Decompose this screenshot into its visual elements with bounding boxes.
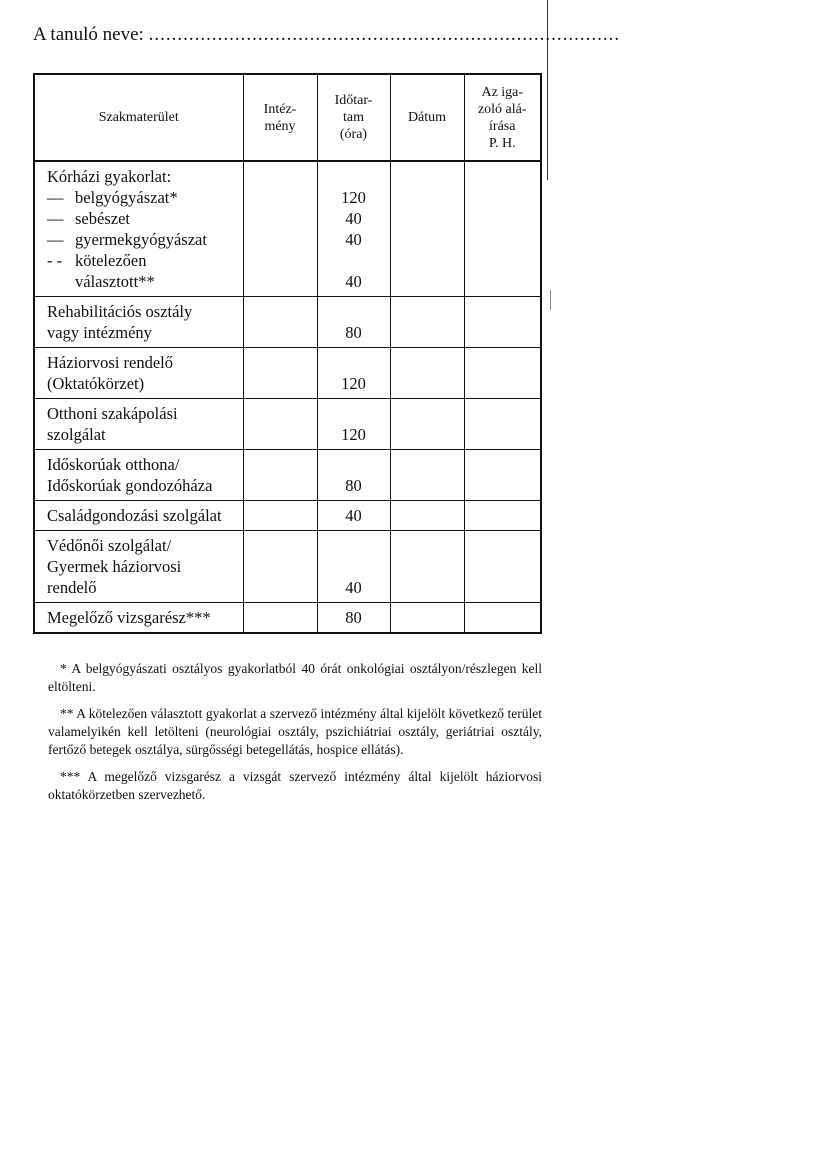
header-area: Szakmaterület: [34, 74, 243, 161]
row-prevention-hours: 80: [317, 603, 390, 634]
header-duration: Időtar- tam (óra): [317, 74, 390, 161]
row-gp-hours: 120: [317, 348, 390, 399]
cell-date[interactable]: [390, 399, 464, 450]
cell-date[interactable]: [390, 161, 464, 297]
row-home-care-hours: 120: [317, 399, 390, 450]
row-gp-area: Háziorvosi rendelő (Oktatókörzet): [34, 348, 243, 399]
footnotes: [48, 660, 542, 813]
row-family-hours: 40: [317, 501, 390, 531]
table-header-row: [34, 74, 541, 161]
cell-institution[interactable]: [243, 161, 317, 297]
header-date: Dátum: [390, 74, 464, 161]
cell-date[interactable]: [390, 501, 464, 531]
row-prevention-area: Megelőző vizsgarész***: [34, 603, 243, 634]
cell-institution[interactable]: [243, 450, 317, 501]
cell-institution[interactable]: [243, 531, 317, 603]
table-row: [34, 603, 541, 634]
row-elderly-hours: 80: [317, 450, 390, 501]
row-elderly-area: Időskorúak otthona/ Időskorúak gondozóháza: [34, 450, 243, 501]
cell-institution[interactable]: [243, 399, 317, 450]
cell-date[interactable]: [390, 297, 464, 348]
table-row: [34, 348, 541, 399]
cell-signature[interactable]: [464, 348, 541, 399]
student-name-label: A tanuló neve:: [33, 24, 144, 45]
row-hospital-hours: 120 40 40 40: [317, 161, 390, 297]
row-rehab-area: Rehabilitációs osztály vagy intézmény: [34, 297, 243, 348]
header-institution: Intéz- mény: [243, 74, 317, 161]
table-row: [34, 399, 541, 450]
cell-signature[interactable]: [464, 450, 541, 501]
row-hospital-area: Kórházi gyakorlat: — belgyógyászat* — sebészet — gyermekgyógyászat - - kötelezően választott**: [34, 161, 243, 297]
cell-signature[interactable]: [464, 161, 541, 297]
footnote-2: ** A kötelezően választott gyakorlat a szervező intézmény által kijelölt következő terület valamelyikén kell letölteni (neurológiai osztály, pszichiátriai osztály, geriátriai osztály, fertőző betegek osztálya, sürgősségi betegellátás, hospice ellátás).: [48, 706, 542, 757]
cell-institution[interactable]: [243, 348, 317, 399]
cell-institution[interactable]: [243, 501, 317, 531]
cell-signature[interactable]: [464, 531, 541, 603]
footnote-1: * A belgyógyászati osztályos gyakorlatból 40 órát onkológiai osztályon/részlegen kell eltölteni.: [48, 661, 542, 694]
table-row: [34, 450, 541, 501]
row-nurse-hours: 40: [317, 531, 390, 603]
row-nurse-area: Védőnői szolgálat/ Gyermek háziorvosi rendelő: [34, 531, 243, 603]
row-family-area: Családgondozási szolgálat: [34, 501, 243, 531]
header-signature: Az iga- zoló alá- írása P. H.: [464, 74, 541, 161]
cell-date[interactable]: [390, 348, 464, 399]
table-row: [34, 501, 541, 531]
footnote-3: *** A megelőző vizsgarész a vizsgát szervező intézmény által kijelölt háziorvosi oktatókörzetben szervezhető.: [48, 769, 542, 802]
margin-mark: [550, 290, 551, 310]
cell-institution[interactable]: [243, 297, 317, 348]
cell-date[interactable]: [390, 531, 464, 603]
cell-signature[interactable]: [464, 603, 541, 634]
row-home-care-area: Otthoni szakápolási szolgálat: [34, 399, 243, 450]
cell-date[interactable]: [390, 450, 464, 501]
table-row: [34, 531, 541, 603]
table-row: [34, 161, 541, 297]
cell-date[interactable]: [390, 603, 464, 634]
cell-signature[interactable]: [464, 297, 541, 348]
cell-institution[interactable]: [243, 603, 317, 634]
student-name-field[interactable]: ..................................................................................: [148, 24, 621, 45]
cell-signature[interactable]: [464, 399, 541, 450]
cell-signature[interactable]: [464, 501, 541, 531]
row-rehab-hours: 80: [317, 297, 390, 348]
student-name-line[interactable]: [33, 24, 621, 46]
table-row: [34, 297, 541, 348]
practice-table: [33, 73, 542, 634]
